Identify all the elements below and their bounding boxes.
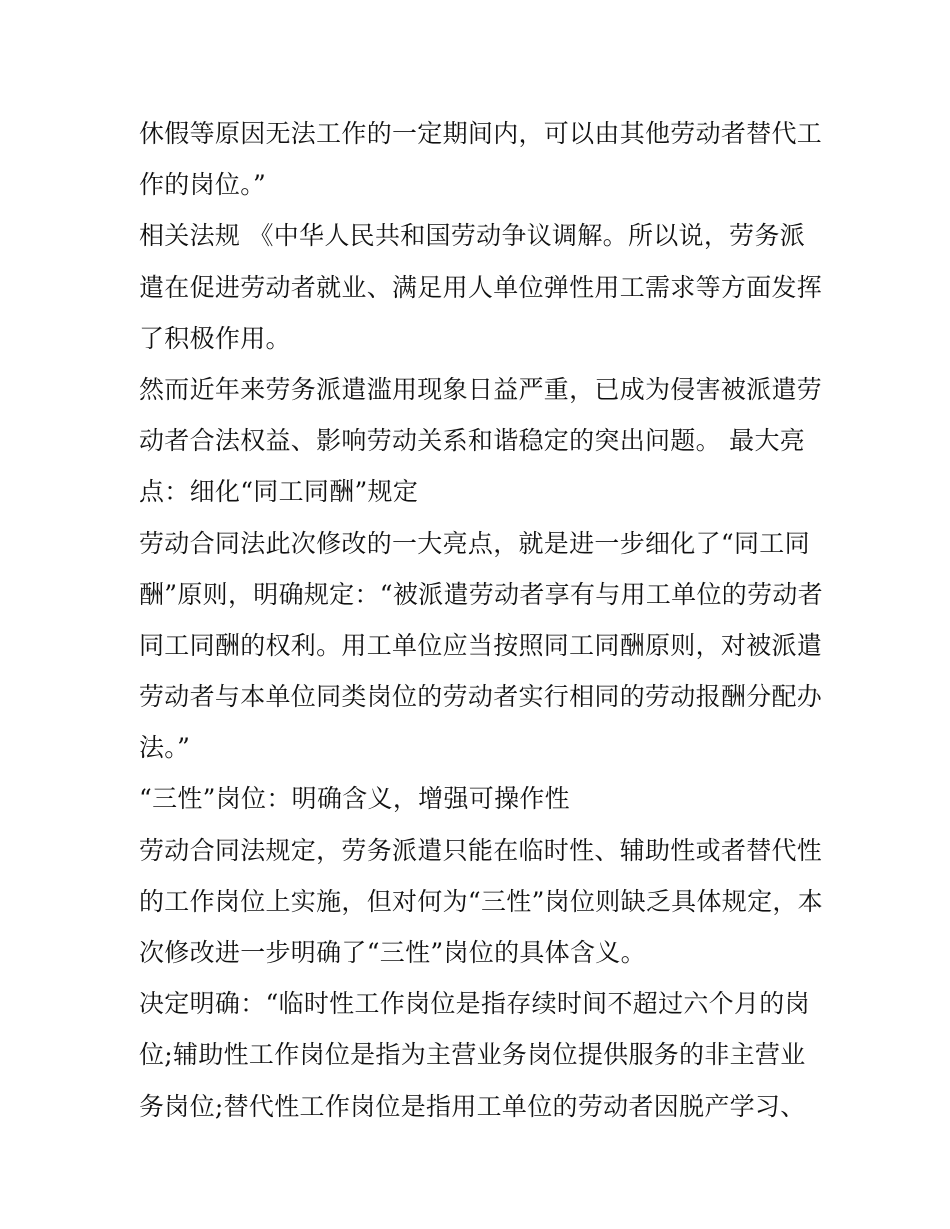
text-line: 位;辅助性工作岗位是指为主营业务岗位提供服务的非主营业 bbox=[139, 1040, 806, 1070]
text-line: 遣在促进劳动者就业、满足用人单位弹性用工需求等方面发挥 bbox=[139, 272, 823, 302]
text-line: 酬”原则，明确规定：“被派遣劳动者享有与用工单位的劳动者 bbox=[139, 579, 823, 609]
text-line: 休假等原因无法工作的一定期间内，可以由其他劳动者替代工 bbox=[139, 119, 823, 148]
text-line: 相关法规 《中华人民共和国劳动争议调解。所以说，劳务派 bbox=[139, 221, 806, 251]
text-line: 劳动者与本单位同类岗位的劳动者实行相同的劳动报酬分配办 bbox=[139, 682, 823, 712]
document-body bbox=[139, 108, 823, 1132]
text-line: 务岗位;替代性工作岗位是指用工单位的劳动者因脱产学习、 bbox=[139, 1091, 806, 1121]
text-line: 劳动合同法此次修改的一大亮点，就是进一步细化了“同工同 bbox=[139, 528, 810, 558]
text-line: 劳动合同法规定，劳务派遣只能在临时性、辅助性或者替代性 bbox=[139, 835, 823, 865]
text-line: 法。” bbox=[139, 733, 191, 763]
text-line: 动者合法权益、影响劳动关系和谐稳定的突出问题。 最大亮 bbox=[139, 426, 806, 456]
text-line: 次修改进一步明确了“三性”岗位的具体含义。 bbox=[139, 938, 646, 967]
text-line: 的工作岗位上实施，但对何为“三性”岗位则缺乏具体规定，本 bbox=[139, 886, 823, 916]
text-line: 了积极作用。 bbox=[139, 323, 291, 353]
section-heading: 点：细化“同工同酬”规定 bbox=[139, 477, 419, 507]
text-line: 作的岗位。” bbox=[139, 170, 267, 200]
text-line: 同工同酬的权利。用工单位应当按照同工同酬原则，对被派遣 bbox=[139, 630, 823, 660]
section-heading: “三性”岗位：明确含义，增强可操作性 bbox=[139, 784, 570, 814]
text-line: 然而近年来劳务派遣滥用现象日益严重，已成为侵害被派遣劳 bbox=[139, 374, 823, 404]
text-line: 决定明确：“临时性工作岗位是指存续时间不超过六个月的岗 bbox=[139, 989, 810, 1019]
